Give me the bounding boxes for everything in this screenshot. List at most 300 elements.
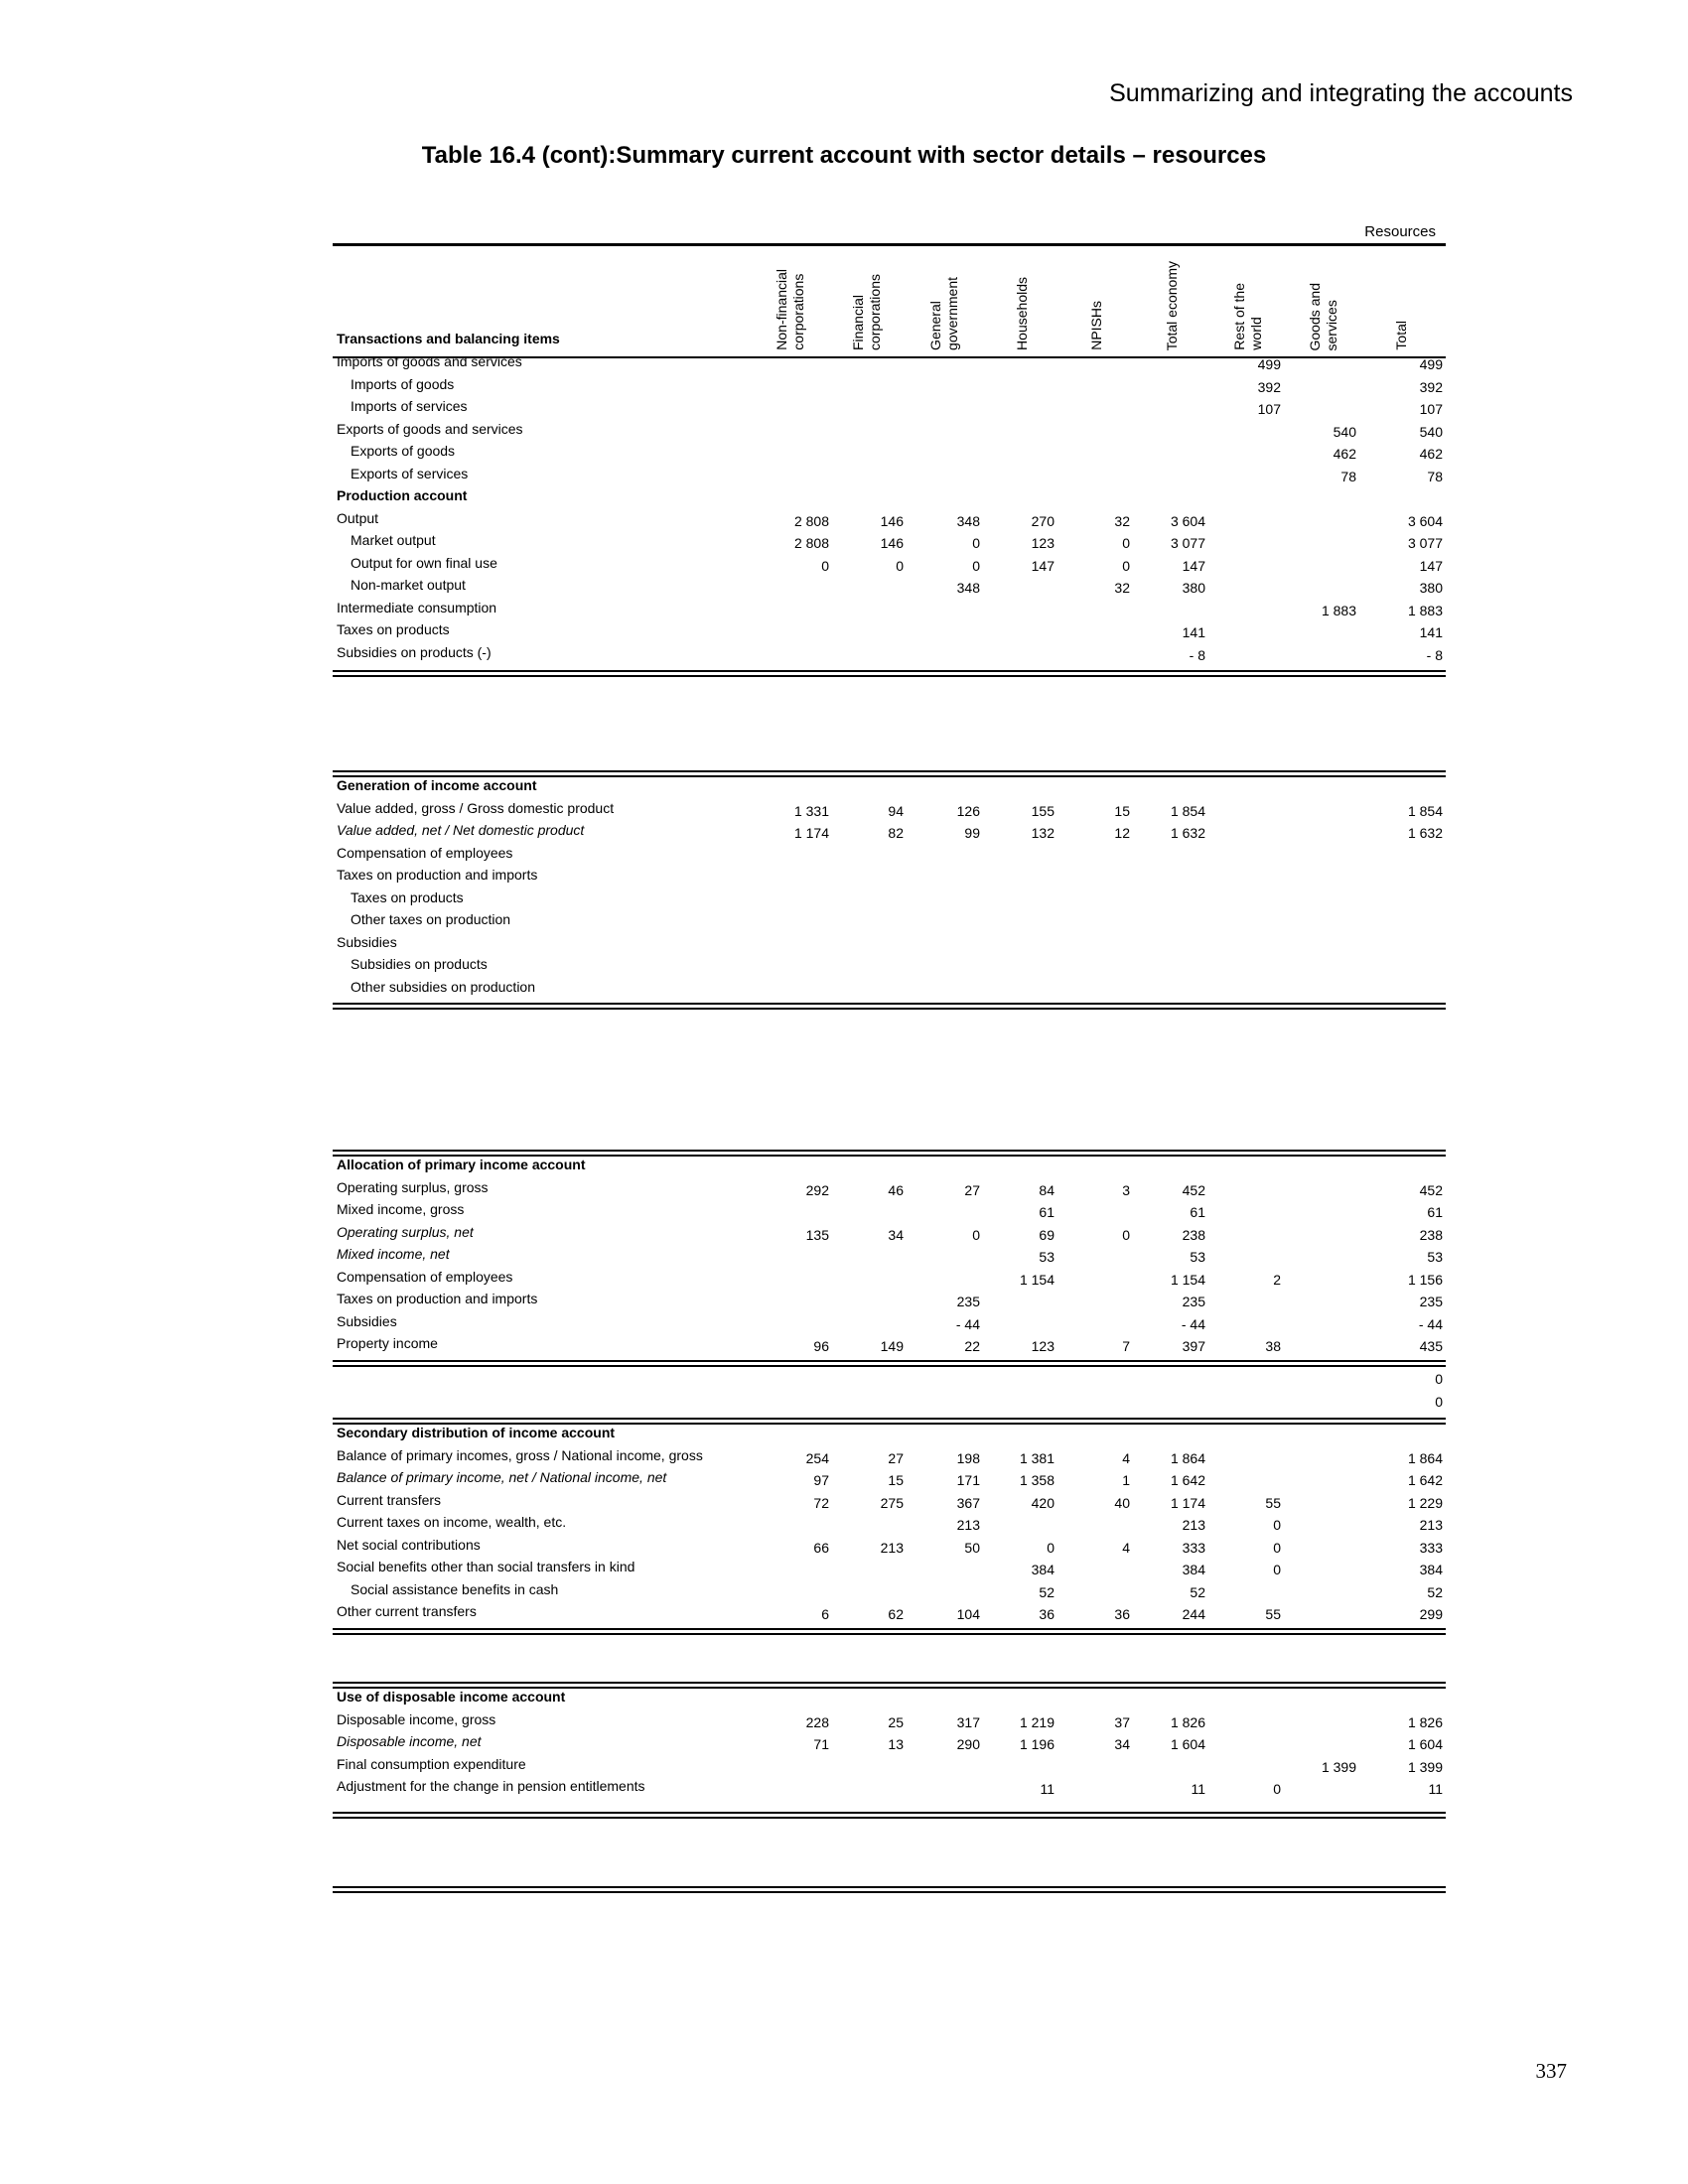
table-cell: 171	[956, 1472, 980, 1488]
table-row	[333, 376, 1446, 398]
table-cell: 1 826	[1170, 1713, 1205, 1730]
table-cell: 235	[956, 1294, 980, 1309]
section-end-rule	[333, 1812, 1446, 1819]
table-cell: 11	[1191, 1781, 1205, 1797]
table-cell: 435	[1419, 1338, 1443, 1354]
table-cell: 52	[1190, 1583, 1205, 1600]
row-label: Use of disposable income account	[337, 1689, 566, 1705]
table-cell: 149	[880, 1338, 904, 1354]
table-row	[333, 487, 1446, 509]
table-cell: 499	[1257, 356, 1281, 372]
row-label: Subsidies	[337, 933, 397, 950]
column-header-line: Financial	[850, 294, 866, 350]
table-cell: 34	[888, 1226, 904, 1243]
row-label: Current transfers	[337, 1491, 442, 1508]
table-cell: 78	[1427, 468, 1443, 484]
column-header	[927, 277, 961, 350]
table-cell: 1 229	[1407, 1494, 1443, 1511]
row-label: Output	[337, 509, 379, 526]
table-bottom-rule	[333, 1886, 1446, 1893]
table-row	[333, 1711, 1446, 1733]
table-cell: 146	[880, 535, 904, 551]
table-cell: 1 174	[1170, 1494, 1205, 1511]
table-cell: 53	[1039, 1249, 1055, 1265]
table-cell: 53	[1427, 1249, 1443, 1265]
row-label: Mixed income, net	[337, 1246, 450, 1262]
table-row	[333, 353, 1446, 375]
table-cell: 213	[956, 1517, 980, 1533]
table-row	[333, 934, 1446, 956]
table-cell: 499	[1419, 356, 1443, 372]
table-cell: 78	[1340, 468, 1356, 484]
table-cell: 462	[1419, 446, 1443, 462]
column-header-line: services	[1324, 299, 1339, 350]
table-cell: 62	[888, 1606, 904, 1622]
column-header-line: Goods and	[1307, 282, 1323, 350]
table-cell: 1 604	[1407, 1736, 1443, 1752]
table-cell: 290	[956, 1736, 980, 1752]
table-row	[333, 421, 1446, 443]
table-cell: - 44	[955, 1315, 980, 1332]
table-row	[333, 555, 1446, 577]
table-cell: 94	[888, 802, 904, 819]
table-cell: 0	[1435, 1371, 1443, 1387]
table-cell: 123	[1031, 1338, 1055, 1354]
table-cell: 3 604	[1407, 512, 1443, 529]
stub-header: Transactions and balancing items	[337, 331, 560, 346]
table-cell: 299	[1419, 1606, 1443, 1622]
table-cell: 135	[805, 1226, 829, 1243]
column-header-line: corporations	[790, 273, 806, 350]
table-cell: 4	[1122, 1449, 1130, 1466]
column-header-line: Households	[1014, 277, 1030, 350]
row-label: Taxes on products	[337, 621, 450, 637]
table-cell: 292	[805, 1181, 829, 1198]
table-row	[333, 777, 1446, 799]
table-cell: 34	[1114, 1736, 1130, 1752]
table-cell: 0	[972, 1226, 980, 1243]
row-label: Imports of goods	[351, 375, 455, 392]
table-cell: 333	[1419, 1539, 1443, 1556]
table-row	[333, 1537, 1446, 1559]
table-cell: 348	[956, 580, 980, 596]
table-cell: 37	[1114, 1713, 1130, 1730]
row-label: Exports of goods and services	[337, 420, 523, 437]
row-label: Social benefits other than social transfers in kind	[337, 1559, 635, 1574]
row-label: Intermediate consumption	[337, 599, 497, 615]
table-cell: 0	[972, 535, 980, 551]
column-header-line: Non-financial	[774, 269, 789, 350]
table-row	[333, 889, 1446, 911]
table-cell: 146	[880, 512, 904, 529]
table-cell: 235	[1182, 1294, 1205, 1309]
table-cell: 1 642	[1407, 1472, 1443, 1488]
table-row	[333, 1689, 1446, 1710]
table-cell: 99	[964, 825, 980, 841]
row-label: Balance of primary income, net / National income, net	[337, 1469, 667, 1485]
table-cell: 107	[1419, 401, 1443, 417]
table-cell: 1 196	[1019, 1736, 1055, 1752]
table-cell: - 8	[1426, 646, 1443, 663]
table-row	[333, 1469, 1446, 1491]
table-cell: 0	[821, 557, 829, 574]
table-cell: 141	[1182, 624, 1205, 640]
table-cell: 126	[956, 802, 980, 819]
table-cell: 107	[1257, 401, 1281, 417]
row-label: Subsidies on products (-)	[337, 643, 492, 660]
table-cell: 1 864	[1170, 1449, 1205, 1466]
table-row	[333, 510, 1446, 532]
table-cell: 55	[1265, 1494, 1281, 1511]
row-label: Market output	[351, 532, 436, 548]
table-row	[333, 1291, 1446, 1312]
row-label: Mixed income, gross	[337, 1201, 465, 1217]
table-cell: 317	[956, 1713, 980, 1730]
table-cell: 3 077	[1170, 535, 1205, 551]
table-cell: 1 632	[1407, 825, 1443, 841]
table-cell: 1 883	[1321, 602, 1356, 618]
table-cell: 238	[1182, 1226, 1205, 1243]
table-cell: 0	[1122, 1226, 1130, 1243]
table-cell: 1 826	[1407, 1713, 1443, 1730]
table-cell: 13	[888, 1736, 904, 1752]
table-cell: 1 604	[1170, 1736, 1205, 1752]
table-cell: 25	[888, 1713, 904, 1730]
table-row	[333, 621, 1446, 643]
table-cell: 244	[1182, 1606, 1205, 1622]
table-row	[333, 867, 1446, 888]
table-cell: 348	[956, 512, 980, 529]
section-end-rule	[333, 1003, 1446, 1010]
table-row	[333, 1246, 1446, 1268]
table-cell: 0	[1273, 1517, 1281, 1533]
column-header	[1393, 321, 1410, 350]
table-cell: 155	[1031, 802, 1055, 819]
table-cell: 1 174	[793, 825, 829, 841]
section-end-rule	[333, 670, 1446, 677]
table-cell: 82	[888, 825, 904, 841]
table-row	[333, 1335, 1446, 1357]
table-cell: 97	[813, 1472, 829, 1488]
table-row	[333, 822, 1446, 844]
table-cell: 32	[1114, 580, 1130, 596]
table-row	[333, 466, 1446, 487]
row-label: Value added, gross / Gross domestic product	[337, 799, 615, 816]
table-cell: 3	[1122, 1181, 1130, 1198]
table-cell: 61	[1427, 1204, 1443, 1220]
row-label: Allocation of primary income account	[337, 1157, 586, 1172]
table-row	[333, 1603, 1446, 1625]
section-rule	[333, 1418, 1446, 1425]
table-cell: 420	[1031, 1494, 1055, 1511]
table-cell: 0	[1047, 1539, 1055, 1556]
table-cell: 66	[813, 1539, 829, 1556]
table-cell: 1 358	[1019, 1472, 1055, 1488]
table-cell: 1 642	[1170, 1472, 1205, 1488]
table-row	[333, 1733, 1446, 1755]
table-cell: 0	[1122, 535, 1130, 551]
table-row	[333, 1179, 1446, 1201]
table-cell: 38	[1265, 1338, 1281, 1354]
table-row	[333, 1778, 1446, 1800]
column-header-line: Total	[1393, 321, 1409, 350]
row-label: Imports of goods and services	[337, 353, 522, 369]
table-row	[333, 1581, 1446, 1603]
table-row	[333, 800, 1446, 822]
table-cell: 384	[1031, 1562, 1055, 1577]
table-cell: 1 154	[1170, 1271, 1205, 1288]
table-row	[333, 1391, 1446, 1413]
table-header	[333, 243, 1446, 358]
resources-label: Resources	[1364, 223, 1436, 240]
row-label: Imports of services	[351, 398, 468, 414]
table-cell: 147	[1182, 557, 1205, 574]
row-label: Other taxes on production	[351, 911, 511, 927]
section-rule	[333, 1682, 1446, 1689]
table-cell: 1 854	[1407, 802, 1443, 819]
table-cell: 132	[1031, 825, 1055, 841]
table-cell: 15	[1114, 802, 1130, 819]
table-row	[333, 600, 1446, 621]
section-end-rule	[333, 1360, 1446, 1367]
table-cell: 6	[821, 1606, 829, 1622]
table-row	[333, 532, 1446, 554]
column-header-line: Total economy	[1164, 260, 1180, 350]
table-cell: 254	[805, 1449, 829, 1466]
table-cell: 1 864	[1407, 1449, 1443, 1466]
column-header-line: Rest of the	[1231, 283, 1247, 350]
row-label: Subsidies on products	[351, 956, 488, 972]
section-rule	[333, 1150, 1446, 1157]
table-cell: 462	[1333, 446, 1356, 462]
table-cell: 198	[956, 1449, 980, 1466]
row-label: Production account	[337, 487, 468, 503]
table-cell: 0	[972, 557, 980, 574]
table-cell: 52	[1039, 1583, 1055, 1600]
table-row	[333, 979, 1446, 1001]
table-cell: 238	[1419, 1226, 1443, 1243]
row-label: Subsidies	[337, 1312, 397, 1329]
table-row	[333, 1224, 1446, 1246]
row-label: Generation of income account	[337, 777, 537, 793]
table-cell: 0	[1435, 1393, 1443, 1410]
table-cell: 540	[1333, 423, 1356, 440]
row-label: Non-market output	[351, 577, 466, 593]
table-cell: 452	[1419, 1181, 1443, 1198]
table-cell: 71	[813, 1736, 829, 1752]
table-cell: 540	[1419, 423, 1443, 440]
table-row	[333, 1447, 1446, 1469]
column-header	[774, 269, 807, 350]
table-row	[333, 644, 1446, 666]
column-header-line: government	[944, 277, 960, 350]
row-label: Disposable income, net	[337, 1733, 482, 1749]
table-cell: 4	[1122, 1539, 1130, 1556]
table-cell: 1 331	[793, 802, 829, 819]
column-header	[1164, 261, 1181, 350]
table-cell: - 44	[1418, 1315, 1443, 1332]
table-cell: 7	[1122, 1338, 1130, 1354]
table-row	[333, 443, 1446, 465]
table-cell: 367	[956, 1494, 980, 1511]
column-header	[1307, 283, 1340, 351]
section-end-rule	[333, 1628, 1446, 1635]
column-header-line: NPISHs	[1088, 301, 1104, 350]
table-cell: 380	[1182, 580, 1205, 596]
table-cell: 275	[880, 1494, 904, 1511]
row-label: Taxes on production and imports	[337, 867, 538, 883]
table-cell: 3 077	[1407, 535, 1443, 551]
table-cell: 123	[1031, 535, 1055, 551]
table-row	[333, 1514, 1446, 1536]
table-row	[333, 1559, 1446, 1580]
table-cell: 72	[813, 1494, 829, 1511]
table-cell: 11	[1428, 1781, 1443, 1797]
table-cell: 1 399	[1321, 1758, 1356, 1775]
table-cell: 11	[1040, 1781, 1055, 1797]
table-cell: 104	[956, 1606, 980, 1622]
row-label: Adjustment for the change in pension entitlements	[337, 1778, 645, 1794]
column-header	[1231, 283, 1265, 350]
table-cell: 2 808	[793, 512, 829, 529]
page-number: 337	[1535, 2059, 1567, 2083]
table-cell: 1 154	[1019, 1271, 1055, 1288]
table-cell: 141	[1419, 624, 1443, 640]
column-header	[850, 274, 884, 350]
table-cell: 1 156	[1407, 1271, 1443, 1288]
table-cell: 213	[1419, 1517, 1443, 1533]
row-label: Value added, net / Net domestic product	[337, 822, 585, 838]
table-cell: 384	[1182, 1562, 1205, 1577]
table-cell: 0	[1273, 1539, 1281, 1556]
table-cell: 384	[1419, 1562, 1443, 1577]
column-header	[1014, 277, 1031, 350]
table-cell: 452	[1182, 1181, 1205, 1198]
table-cell: 380	[1419, 580, 1443, 596]
row-label: Disposable income, gross	[337, 1710, 496, 1727]
row-label: Other subsidies on production	[351, 978, 535, 995]
table-cell: 235	[1419, 1294, 1443, 1309]
table-cell: 96	[813, 1338, 829, 1354]
table-cell: 55	[1265, 1606, 1281, 1622]
table-row	[333, 398, 1446, 420]
table-cell: 0	[1273, 1562, 1281, 1577]
table-cell: 15	[888, 1472, 904, 1488]
table-cell: 0	[896, 557, 904, 574]
row-label: Taxes on production and imports	[337, 1291, 538, 1306]
table-row	[333, 1756, 1446, 1778]
table-cell: 2	[1273, 1271, 1281, 1288]
table-cell: 333	[1182, 1539, 1205, 1556]
row-label: Social assistance benefits in cash	[351, 1580, 559, 1597]
table-cell: 0	[1273, 1781, 1281, 1797]
table-row	[333, 577, 1446, 599]
table-cell: 27	[888, 1449, 904, 1466]
row-label: Operating surplus, gross	[337, 1178, 489, 1195]
table-cell: 147	[1031, 557, 1055, 574]
row-label: Compensation of employees	[337, 1268, 513, 1285]
row-label: Exports of goods	[351, 443, 456, 459]
row-label: Property income	[337, 1335, 438, 1351]
row-label: Balance of primary incomes, gross / National income, gross	[337, 1446, 703, 1463]
row-label: Secondary distribution of income account	[337, 1425, 616, 1440]
table-cell: 61	[1039, 1204, 1055, 1220]
table-cell: 52	[1427, 1583, 1443, 1600]
table-row	[333, 911, 1446, 933]
table-cell: 392	[1257, 378, 1281, 395]
row-label: Operating surplus, net	[337, 1223, 474, 1240]
row-label: Exports of services	[351, 465, 469, 481]
table-cell: - 8	[1189, 646, 1205, 663]
table-cell: 270	[1031, 512, 1055, 529]
table-cell: 69	[1039, 1226, 1055, 1243]
table-row	[333, 1313, 1446, 1335]
column-header-line: corporations	[867, 273, 883, 350]
table-row	[333, 1425, 1446, 1446]
table-row	[333, 845, 1446, 867]
table-cell: 36	[1039, 1606, 1055, 1622]
table-cell: - 44	[1181, 1315, 1205, 1332]
table-cell: 22	[964, 1338, 980, 1354]
table-cell: 1 883	[1407, 602, 1443, 618]
row-label: Taxes on products	[351, 888, 464, 905]
table-cell: 1 854	[1170, 802, 1205, 819]
row-label: Compensation of employees	[337, 844, 513, 861]
table-cell: 1 219	[1019, 1713, 1055, 1730]
table-cell: 50	[964, 1539, 980, 1556]
table-cell: 1 632	[1170, 825, 1205, 841]
table-cell: 392	[1419, 378, 1443, 395]
table-row	[333, 1368, 1446, 1390]
table-cell: 397	[1182, 1338, 1205, 1354]
row-label: Current taxes on income, wealth, etc.	[337, 1514, 567, 1530]
row-label: Final consumption expenditure	[337, 1755, 526, 1772]
table-cell: 36	[1114, 1606, 1130, 1622]
section-rule	[333, 770, 1446, 777]
table-cell: 40	[1114, 1494, 1130, 1511]
table-cell: 1 399	[1407, 1758, 1443, 1775]
table-row	[333, 956, 1446, 978]
row-label: Other current transfers	[337, 1603, 477, 1619]
table-row	[333, 1157, 1446, 1178]
table-cell: 2 808	[793, 535, 829, 551]
table-cell: 12	[1114, 825, 1130, 841]
table-cell: 213	[1182, 1517, 1205, 1533]
column-header-line: world	[1248, 317, 1264, 350]
row-label: Net social contributions	[337, 1536, 481, 1553]
page-title: Table 16.4 (cont):Summary current account with sector details – resources	[421, 142, 1267, 169]
row-label: Output for own final use	[351, 554, 497, 571]
table-cell: 27	[964, 1181, 980, 1198]
table-cell: 53	[1190, 1249, 1205, 1265]
table-cell: 32	[1114, 512, 1130, 529]
table-cell: 147	[1419, 557, 1443, 574]
table-cell: 228	[805, 1713, 829, 1730]
table-cell: 1	[1122, 1472, 1130, 1488]
column-header-line: General	[927, 301, 943, 350]
column-header	[1088, 301, 1105, 350]
table-row	[333, 1201, 1446, 1223]
table-cell: 213	[880, 1539, 904, 1556]
table-cell: 46	[888, 1181, 904, 1198]
table-cell: 61	[1190, 1204, 1205, 1220]
running-head: Summarizing and integrating the accounts	[1109, 79, 1573, 107]
table-row	[333, 1492, 1446, 1514]
table-row	[333, 1269, 1446, 1291]
table-cell: 3 604	[1170, 512, 1205, 529]
table-cell: 1 381	[1019, 1449, 1055, 1466]
table-cell: 84	[1039, 1181, 1055, 1198]
